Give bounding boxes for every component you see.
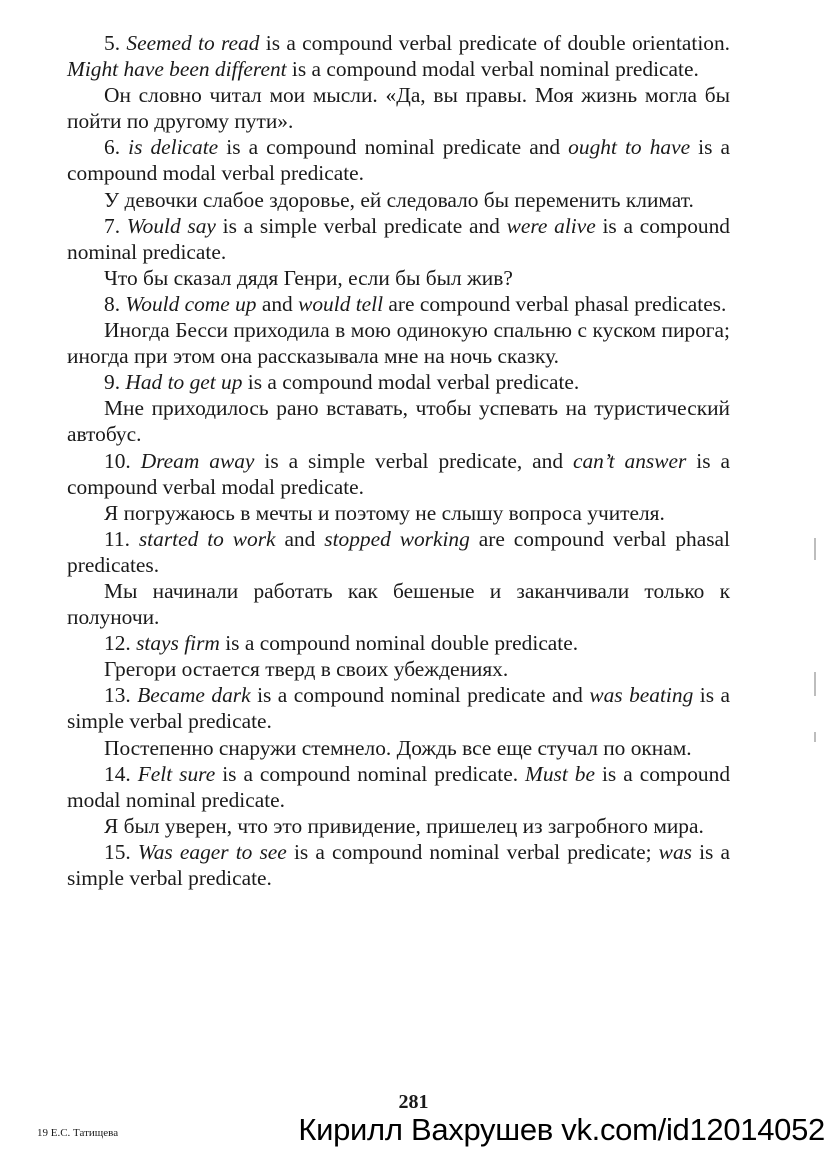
- analysis-paragraph: [67, 839, 730, 891]
- predicate-term: is delicate: [128, 135, 219, 160]
- text-run: Мы начинали работать как бешеные и заканчивали только к полуночи.: [67, 578, 730, 630]
- text-run: are compound verbal phasal predicates.: [383, 291, 727, 316]
- text-run: 6.: [104, 135, 129, 160]
- text-run: Грегори остается тверд в своих убеждениях.: [104, 657, 509, 682]
- text-run: 11.: [104, 526, 139, 551]
- text-run: is a compound modal verbal predicate.: [242, 370, 580, 395]
- analysis-paragraph: [67, 630, 730, 656]
- text-run: 7.: [104, 213, 127, 238]
- text-run: 12.: [104, 631, 137, 656]
- text-run: is a compound verbal predicate of double orientation.: [259, 31, 731, 55]
- predicate-term: Felt sure: [137, 761, 216, 786]
- text-run: is a compound nominal predicate.: [67, 213, 730, 264]
- predicate-term: started to work: [138, 526, 276, 551]
- predicate-term: ought to have: [568, 135, 691, 160]
- translation-paragraph: [67, 735, 730, 761]
- predicate-term: Must be: [525, 761, 595, 786]
- text-run: 5.: [104, 31, 127, 55]
- text-run: Что бы сказал дядя Генри, если бы был жив?: [104, 265, 513, 290]
- predicate-term: Was eager to see: [137, 839, 287, 864]
- predicate-term: Dream away: [140, 448, 255, 473]
- translation-paragraph: [67, 395, 730, 447]
- text-run: Он словно читал мои мысли. «Да, вы правы. Моя жизнь могла бы пойти по другому пути».: [67, 83, 730, 134]
- text-run: is a compound modal nominal predicate.: [67, 761, 731, 812]
- predicate-term: Became dark: [137, 683, 251, 708]
- text-run: Иногда Бесси приходила в мою одинокую спальню с куском пирога; иногда при этом она рассказывала мне на ночь сказку.: [67, 318, 730, 369]
- predicate-term: Would say: [126, 213, 216, 238]
- text-run: Я погружаюсь в мечты и поэтому не слышу вопроса учителя.: [104, 500, 665, 525]
- translation-paragraph: [67, 500, 730, 526]
- translation-paragraph: [67, 187, 730, 213]
- text-run: is a compound nominal predicate and: [250, 683, 590, 708]
- watermark-text: Кирилл Вахрушев vk.com/id12014052: [298, 1112, 825, 1147]
- predicate-term: Had to get up: [125, 370, 243, 395]
- analysis-paragraph: [67, 761, 730, 813]
- margin-scan-mark: [814, 538, 816, 560]
- predicate-term: was beating: [589, 683, 694, 708]
- text-run: У девочки слабое здоровье, ей следовало бы переменить климат.: [104, 187, 694, 212]
- text-run: Мне приходилось рано вставать, чтобы успевать на туристический автобус.: [67, 396, 730, 447]
- text-run: is a simple verbal predicate and: [215, 213, 507, 238]
- text-run: and: [256, 291, 299, 316]
- analysis-paragraph: [67, 682, 730, 734]
- translation-paragraph: [67, 656, 730, 682]
- text-run: is a simple verbal predicate.: [67, 683, 730, 734]
- margin-scan-mark: [814, 672, 816, 696]
- predicate-term: was: [658, 839, 692, 864]
- predicate-term: would tell: [298, 291, 384, 316]
- predicate-term: stays firm: [136, 631, 220, 656]
- predicate-term: were alive: [506, 213, 596, 238]
- text-run: is a simple verbal predicate.: [67, 839, 730, 890]
- text-run: Постепенно снаружи стемнело. Дождь все еще стучал по окнам.: [104, 735, 692, 760]
- predicate-term: Seemed to read: [126, 31, 260, 55]
- text-run: is a compound nominal double predicate.: [219, 631, 579, 656]
- translation-paragraph: [67, 578, 730, 630]
- text-run: 13.: [104, 683, 138, 708]
- text-run: is a compound modal verbal predicate.: [67, 135, 730, 186]
- text-run: and: [275, 526, 325, 551]
- analysis-paragraph: [67, 291, 730, 317]
- text-run: 9.: [104, 370, 126, 395]
- analysis-paragraph: [67, 134, 730, 186]
- translation-paragraph: [67, 813, 730, 839]
- analysis-paragraph: [67, 213, 730, 265]
- text-run: Я был уверен, что это привидение, пришелец из загробного мира.: [104, 813, 704, 838]
- footer-signature: 19 Е.С. Татищева: [37, 1127, 119, 1139]
- text-run: 14.: [104, 761, 138, 786]
- translation-paragraph: [67, 265, 730, 291]
- text-run: is a compound verbal modal predicate.: [67, 448, 730, 499]
- predicate-term: stopped working: [324, 526, 470, 551]
- text-run: are compound verbal phasal predicates.: [67, 526, 730, 577]
- text-run: is a simple verbal predicate, and: [254, 448, 573, 473]
- translation-paragraph: [67, 317, 730, 369]
- page-body: [67, 30, 730, 891]
- text-run: is a compound nominal predicate and: [218, 135, 569, 160]
- text-run: 15.: [104, 839, 138, 864]
- text-run: is a compound nominal predicate.: [215, 761, 526, 786]
- analysis-paragraph: [67, 369, 730, 395]
- text-run: is a compound nominal verbal predicate;: [286, 839, 659, 864]
- text-run: 8.: [104, 291, 126, 316]
- translation-paragraph: [67, 82, 730, 134]
- analysis-paragraph: [67, 448, 730, 500]
- margin-scan-mark: [814, 732, 816, 742]
- page-number: 281: [398, 1091, 429, 1113]
- analysis-paragraph: [67, 30, 730, 82]
- predicate-term: can’t answer: [572, 448, 687, 473]
- text-run: 10.: [104, 448, 141, 473]
- predicate-term: Would come up: [125, 291, 257, 316]
- text-run: is a compound modal verbal nominal predicate.: [286, 57, 699, 82]
- analysis-paragraph: [67, 526, 730, 578]
- predicate-term: Might have been different: [67, 57, 287, 82]
